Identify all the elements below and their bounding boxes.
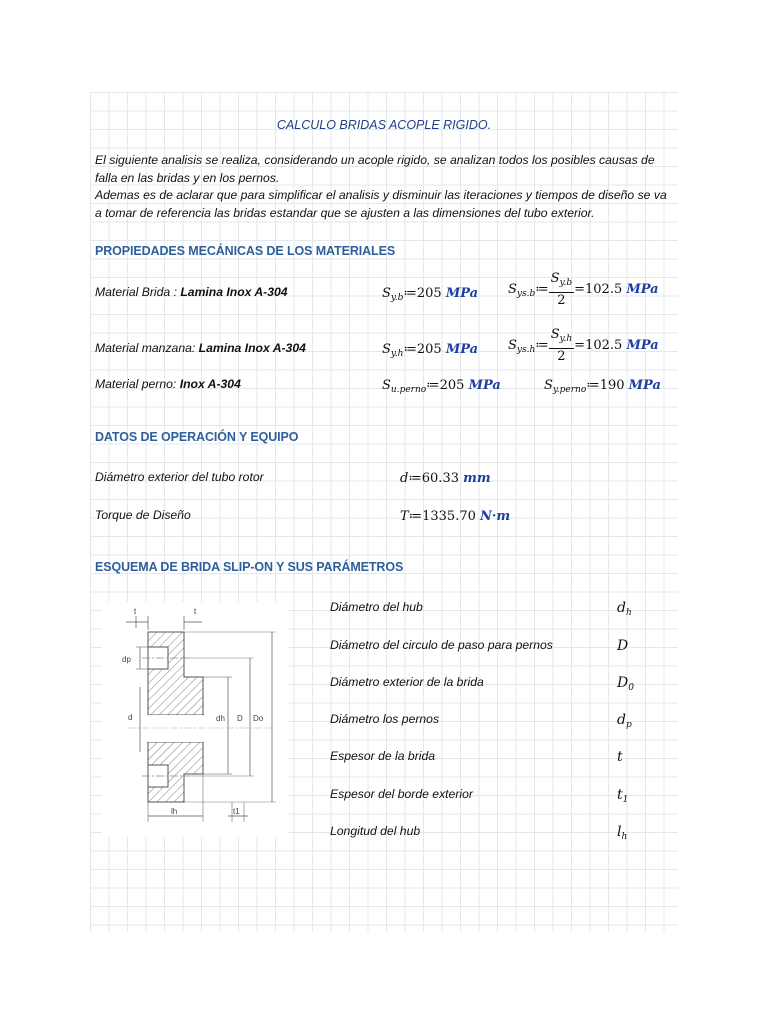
param-symbol-t: t: [617, 749, 623, 765]
flange-diagram: [102, 602, 288, 837]
material-perno-label: Material perno: Inox A-304: [95, 377, 241, 391]
intro-paragraph-1: El siguiente analisis se realiza, considerando un acople rigido, se analizan todos los posibles causas de falla en las bridas y en los pernos.: [95, 153, 655, 185]
design-torque-label: Torque de Diseño: [95, 508, 191, 522]
dim-t-left: t: [134, 607, 137, 616]
param-label-t1: Espesor del borde exterior: [330, 787, 473, 801]
material-perno-value: Inox A-304: [179, 377, 241, 391]
param-symbol-dp: $d_p$: [617, 712, 632, 730]
sy-b-equation: $S_{y.b}≔205$ MPa: [382, 286, 479, 303]
sys-h-equation: $S_{ys.h}≔$ $\frac{S_{y.h}}{2}$ =102.5 MPa: [508, 327, 659, 364]
materials-heading: PROPIEDADES MECÁNICAS DE LOS MATERIALES: [95, 244, 396, 258]
param-label-D: Diámetro del circulo de paso para pernos: [330, 638, 553, 652]
su-perno-equation: $S_{u.perno}≔205$ MPa: [382, 378, 501, 395]
dim-dh: dh: [216, 714, 225, 723]
sys-b-equation: $S_{ys.b}≔$ $\frac{S_{y.b}}{2}$ =102.5 MPa: [508, 271, 659, 308]
sy-perno-equation: $S_{y.perno}≔190$ MPa: [544, 378, 661, 395]
param-label-D0: Diámetro exterior de la brida: [330, 675, 484, 689]
intro-text: [95, 152, 675, 222]
param-label-dp: Diámetro los pernos: [330, 712, 440, 726]
material-brida-value: Lamina Inox A-304: [180, 285, 288, 299]
param-label-t: Espesor de la brida: [330, 749, 436, 763]
material-brida-label: Material Brida : Lamina Inox A-304: [95, 285, 288, 299]
param-symbol-D: D: [617, 638, 629, 654]
param-symbol-lh: $l_h$: [617, 824, 628, 842]
tube-diameter-label: Diámetro exterior del tubo rotor: [95, 470, 264, 484]
dim-t1: t1: [233, 807, 240, 816]
param-symbol-dh: $d_h$: [617, 600, 632, 618]
param-symbol-t1: $t_1$: [617, 787, 629, 805]
intro-paragraph-2: Ademas es de aclarar que para simplificar el analisis y disminuir las iteraciones y tiempos de diseño se va a tomar de referencia las bridas estandar que se ajusten a las dimensiones del tubo exterior.: [95, 188, 667, 220]
param-label-lh: Longitud del hub: [330, 824, 421, 838]
dim-lh: lh: [171, 807, 178, 816]
design-torque-equation: T≔1335.70 N·m: [400, 509, 511, 524]
page-title: CALCULO BRIDAS ACOPLE RIGIDO.: [276, 118, 492, 132]
dim-dp: dp: [122, 655, 131, 664]
dim-t-right: t: [194, 607, 197, 616]
tube-diameter-equation: d≔60.33 mm: [400, 471, 491, 486]
param-symbol-D0: $D_0$: [617, 675, 634, 693]
sy-h-equation: $S_{y.h}≔205$ MPa: [382, 342, 479, 359]
operation-heading: DATOS DE OPERACIÓN Y EQUIPO: [95, 430, 299, 444]
material-manzana-label: Material manzana: Lamina Inox A-304: [95, 341, 306, 355]
material-manzana-value: Lamina Inox A-304: [198, 341, 306, 355]
worksheet: [90, 92, 678, 932]
flange-drawing: [102, 602, 288, 837]
dim-D: D: [237, 714, 243, 723]
dim-Do: Do: [253, 714, 264, 723]
schematic-heading: ESQUEMA DE BRIDA SLIP-ON Y SUS PARÁMETROS: [95, 560, 404, 574]
param-label-dh: Diámetro del hub: [330, 600, 423, 614]
dim-d: d: [128, 713, 133, 722]
